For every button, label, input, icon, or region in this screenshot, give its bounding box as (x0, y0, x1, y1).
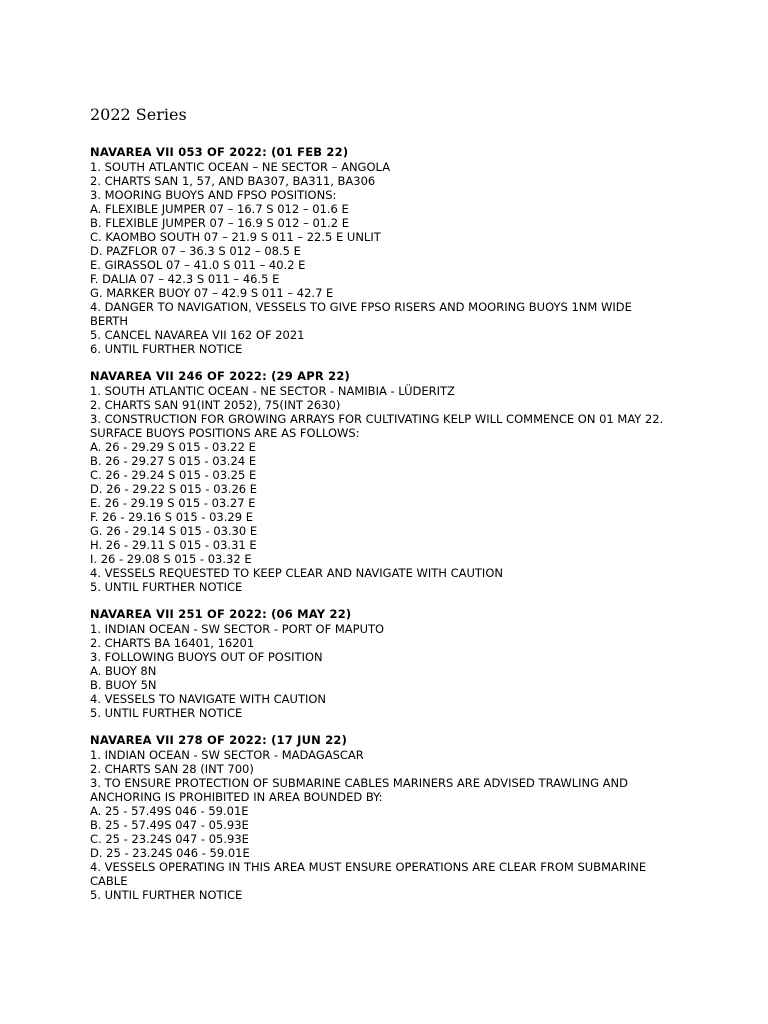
notice-line: 1. INDIAN OCEAN - SW SECTOR - MADAGASCAR (90, 748, 364, 762)
notice-line: BERTH (90, 314, 128, 328)
notice-line: 4. VESSELS TO NAVIGATE WITH CAUTION (90, 692, 327, 706)
notice-line: G. 26 - 29.14 S 015 - 03.30 E (90, 524, 258, 538)
notice-line: C. 26 - 29.24 S 015 - 03.25 E (90, 468, 257, 482)
notice-section (90, 369, 730, 594)
notice-line: D. 25 - 23.24S 046 - 59.01E (90, 846, 250, 860)
notice-line: 5. UNTIL FURTHER NOTICE (90, 580, 243, 594)
notice-line: A. 25 - 57.49S 046 - 59.01E (90, 804, 249, 818)
notice-title: NAVAREA VII 278 OF 2022: (17 JUN 22) (90, 733, 348, 747)
notice-line: H. 26 - 29.11 S 015 - 03.31 E (90, 538, 257, 552)
notice-line: A. BUOY 8N (90, 664, 157, 678)
notice-line: B. 26 - 29.27 S 015 - 03.24 E (90, 454, 257, 468)
notice-line: 2. CHARTS SAN 28 (INT 700) (90, 762, 254, 776)
notice-title: NAVAREA VII 053 OF 2022: (01 FEB 22) (90, 145, 349, 159)
notice-line: A. FLEXIBLE JUMPER 07 – 16.7 S 012 – 01.6 E (90, 202, 349, 216)
notice-line: B. 25 - 57.49S 047 - 05.93E (90, 818, 249, 832)
notice-line: 2. CHARTS SAN 1, 57, AND BA307, BA311, BA306 (90, 174, 376, 188)
notice-line: 3. CONSTRUCTION FOR GROWING ARRAYS FOR CULTIVATING KELP WILL COMMENCE ON 01 MAY 22. (90, 412, 664, 426)
notice-line: 1. SOUTH ATLANTIC OCEAN – NE SECTOR – ANGOLA (90, 160, 391, 174)
notice-line: C. KAOMBO SOUTH 07 – 21.9 S 011 – 22.5 E UNLIT (90, 230, 381, 244)
notice-list (90, 145, 730, 902)
notice-line: 6. UNTIL FURTHER NOTICE (90, 342, 243, 356)
notice-line: 4. VESSELS REQUESTED TO KEEP CLEAR AND NAVIGATE WITH CAUTION (90, 566, 503, 580)
notice-line: B. BUOY 5N (90, 678, 157, 692)
document-page (90, 105, 730, 915)
notice-line: 2. CHARTS SAN 91(INT 2052), 75(INT 2630) (90, 398, 341, 412)
notice-line: ANCHORING IS PROHIBITED IN AREA BOUNDED BY: (90, 790, 383, 804)
notice-title: NAVAREA VII 246 OF 2022: (29 APR 22) (90, 369, 351, 383)
notice-line: 1. SOUTH ATLANTIC OCEAN - NE SECTOR - NAMIBIA - LÜDERITZ (90, 384, 455, 398)
notice-section (90, 145, 730, 356)
notice-line: E. 26 - 29.19 S 015 - 03.27 E (90, 496, 256, 510)
notice-section (90, 607, 730, 720)
notice-line: 4. DANGER TO NAVIGATION, VESSELS TO GIVE FPSO RISERS AND MOORING BUOYS 1NM WIDE (90, 300, 632, 314)
notice-line: D. PAZFLOR 07 – 36.3 S 012 – 08.5 E (90, 244, 301, 258)
notice-line: 5. CANCEL NAVAREA VII 162 OF 2021 (90, 328, 305, 342)
notice-line: G. MARKER BUOY 07 – 42.9 S 011 – 42.7 E (90, 286, 334, 300)
notice-line: D. 26 - 29.22 S 015 - 03.26 E (90, 482, 258, 496)
notice-line: 5. UNTIL FURTHER NOTICE (90, 706, 243, 720)
notice-line: F. 26 - 29.16 S 015 - 03.29 E (90, 510, 253, 524)
notice-line: 4. VESSELS OPERATING IN THIS AREA MUST ENSURE OPERATIONS ARE CLEAR FROM SUBMARINE (90, 860, 647, 874)
notice-line: A. 26 - 29.29 S 015 - 03.22 E (90, 440, 256, 454)
notice-section (90, 733, 730, 902)
notice-line: 3. TO ENSURE PROTECTION OF SUBMARINE CABLES MARINERS ARE ADVISED TRAWLING AND (90, 776, 628, 790)
notice-line: SURFACE BUOYS POSITIONS ARE AS FOLLOWS: (90, 426, 360, 440)
notice-line: E. GIRASSOL 07 – 41.0 S 011 – 40.2 E (90, 258, 306, 272)
notice-line: 3. FOLLOWING BUOYS OUT OF POSITION (90, 650, 323, 664)
series-title: 2022 Series (90, 105, 187, 124)
notice-line: 5. UNTIL FURTHER NOTICE (90, 888, 243, 902)
notice-line: CABLE (90, 874, 128, 888)
notice-line: 3. MOORING BUOYS AND FPSO POSITIONS: (90, 188, 337, 202)
notice-title: NAVAREA VII 251 OF 2022: (06 MAY 22) (90, 607, 352, 621)
notice-line: 1. INDIAN OCEAN - SW SECTOR - PORT OF MAPUTO (90, 622, 385, 636)
notice-line: 2. CHARTS BA 16401, 16201 (90, 636, 255, 650)
notice-line: C. 25 - 23.24S 047 - 05.93E (90, 832, 249, 846)
notice-line: F. DALIA 07 – 42.3 S 011 – 46.5 E (90, 272, 280, 286)
notice-line: B. FLEXIBLE JUMPER 07 – 16.9 S 012 – 01.2 E (90, 216, 350, 230)
notice-line: I. 26 - 29.08 S 015 - 03.32 E (90, 552, 252, 566)
